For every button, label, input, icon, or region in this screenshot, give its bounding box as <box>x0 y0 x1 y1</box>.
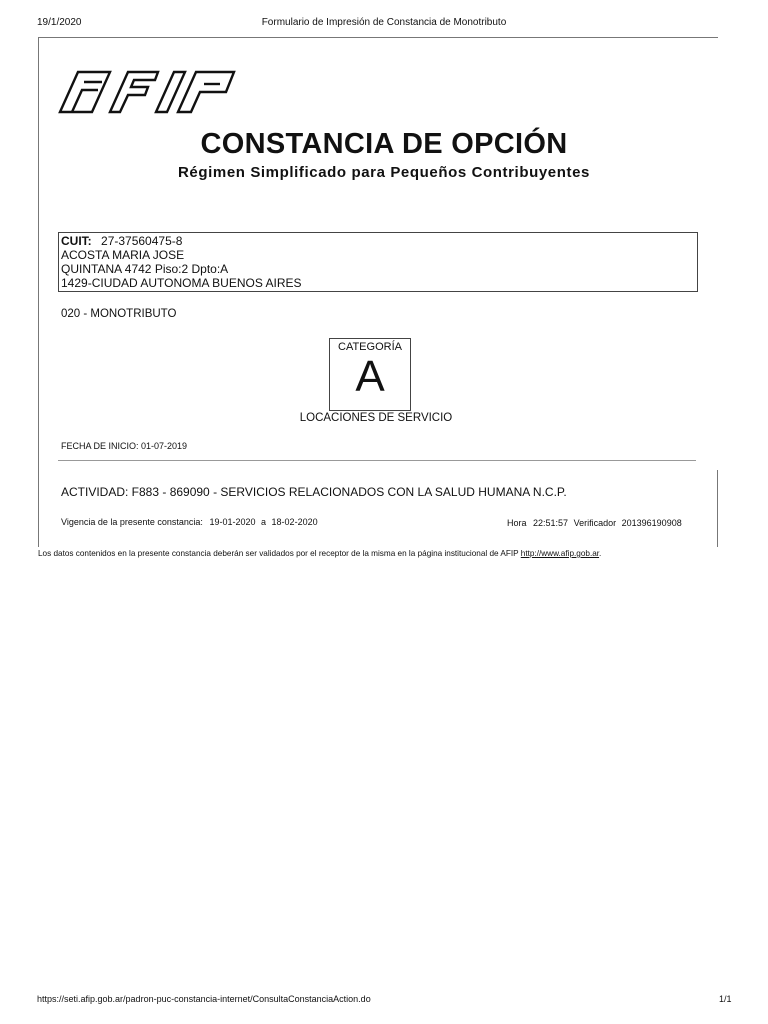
validity-label: Vigencia de la presente constancia: <box>61 517 203 527</box>
regime-label: 020 - MONOTRIBUTO <box>61 308 177 320</box>
afip-logo <box>58 68 236 114</box>
taxpayer-address: QUINTANA 4742 Piso:2 Dpto:A <box>61 262 229 276</box>
category-box <box>329 338 411 411</box>
category-label: CATEGORÍA <box>338 341 402 353</box>
validity-to: 18-02-2020 <box>271 517 318 527</box>
disclaimer-end: . <box>599 549 602 558</box>
start-date: FECHA DE INICIO: 01-07-2019 <box>61 441 188 451</box>
validity-separator: a <box>261 517 267 527</box>
cuit-label: CUIT: <box>61 234 92 248</box>
activity-description: ACTIVIDAD: F883 - 869090 - SERVICIOS RELACIONADOS CON LA SALUD HUMANA N.C.P. <box>61 485 567 499</box>
frame-right-border <box>717 470 718 547</box>
validity-from: 19-01-2020 <box>209 517 256 527</box>
frame-left-border <box>38 37 39 547</box>
cuit-line <box>61 234 182 248</box>
print-date: 19/1/2020 <box>37 17 82 28</box>
taxpayer-name: ACOSTA MARIA JOSE <box>61 248 185 262</box>
print-footer-url: https://seti.afip.gob.ar/padron-puc-constancia-internet/ConsultaConstanciaAction.do <box>37 994 371 1004</box>
hora-value: 22:51:57 <box>533 518 569 528</box>
cuit-value: 27-37560475-8 <box>101 234 183 248</box>
afip-link[interactable]: http://www.afip.gob.ar <box>520 549 600 558</box>
category-letter: A <box>355 352 385 401</box>
document-title: CONSTANCIA DE OPCIÓN <box>200 128 568 160</box>
disclaimer-text: Los datos contenidos en la presente constancia deberán ser validados por el receptor de la misma en la página institucional de AFIP <box>38 549 519 558</box>
taxpayer-city: 1429-CIUDAD AUTONOMA BUENOS AIRES <box>61 276 302 290</box>
frame-top-border <box>38 37 718 38</box>
print-page-number: 1/1 <box>719 994 732 1004</box>
verificador-label: Verificador <box>573 518 617 528</box>
section-divider <box>58 460 696 461</box>
validity-line <box>61 517 318 527</box>
verificador-value: 201396190908 <box>621 518 682 528</box>
print-page-title: Formulario de Impresión de Constancia de Monotributo <box>261 17 507 28</box>
verification-line <box>507 518 682 528</box>
activity-type: LOCACIONES DE SERVICIO <box>299 412 453 424</box>
hora-label: Hora <box>507 518 527 528</box>
document-subtitle: Régimen Simplificado para Pequeños Contribuyentes <box>178 164 590 181</box>
disclaimer <box>38 549 601 558</box>
